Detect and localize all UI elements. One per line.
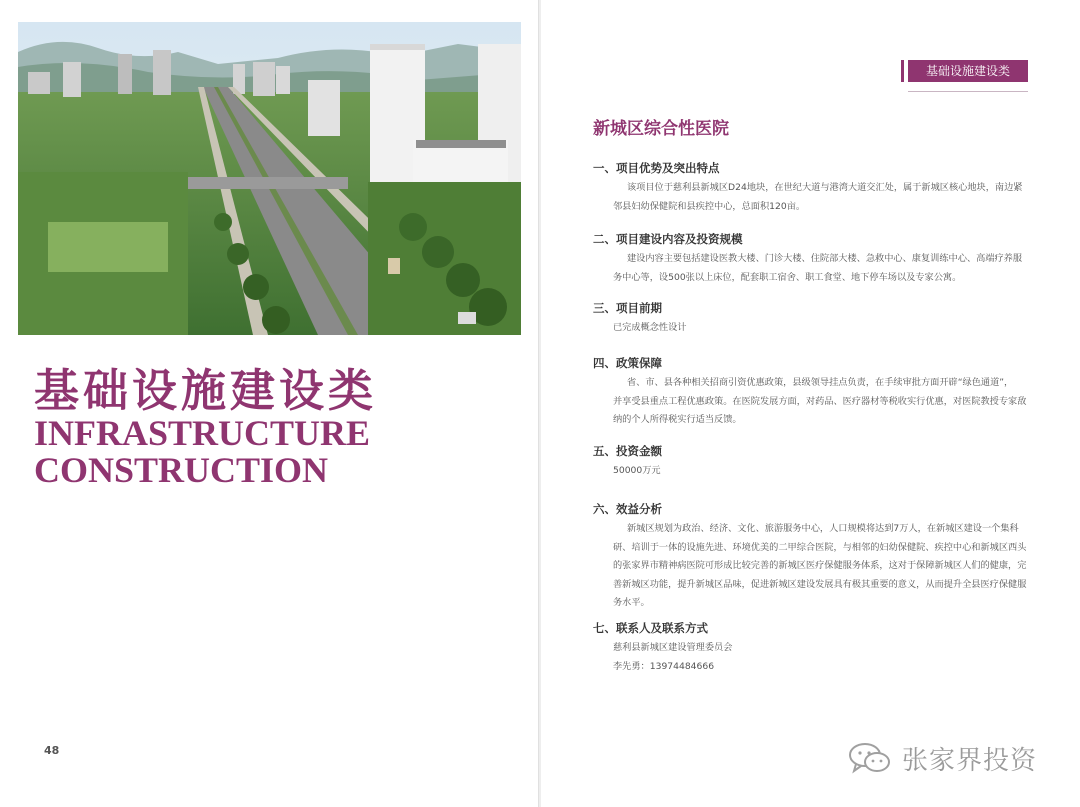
- category-divider: [908, 91, 1028, 92]
- section-title-english: [34, 415, 370, 489]
- section-body: [613, 639, 1029, 676]
- body-line: 建设内容主要包括建设医教大楼、门诊大楼、住院部大楼、急救中心、康复训练中心、高端疗养服: [627, 253, 1023, 264]
- wechat-watermark: [848, 738, 1037, 778]
- body-line: 省、市、县各种相关招商引资优惠政策，县级领导挂点负责，在手续审批方面开辟“绿色通道”，: [627, 377, 1014, 388]
- body-line: 新城区规划为政治、经济、文化、旅游服务中心，人口规模将达到7万人，在新城区建设一个集科: [627, 523, 1019, 534]
- city-boulevard-photo: [18, 22, 521, 335]
- body-line: 研、培训于一体的设施先进、环境优美的二甲综合医院，与相邻的妇幼保健院、疾控中心和新城区西头: [613, 541, 1027, 553]
- body-line: 李先勇：13974484666: [613, 660, 715, 672]
- body-line: 的张家界市精神病医院可形成比较完善的新城区医疗保健服务体系，这对于保障新城区人们的健康，完: [613, 560, 1027, 571]
- wechat-icon: [848, 741, 892, 775]
- body-line: 该项目位于慈利县新城区D24地块，在世纪大道与港湾大道交汇处，属于新城区核心地块，南边紧: [627, 182, 1023, 193]
- project-title: 新城区综合性医院: [593, 119, 729, 139]
- body-line: 善新城区功能，提升新城区品味，促进新城区建设发展具有极其重要的意义，从而提升全县医疗保健服: [613, 578, 1027, 590]
- section-body: [613, 520, 1029, 613]
- body-line: 纳的个人所得税实行适当反馈。: [613, 414, 742, 425]
- section-heading: 一、项目优势及突出特点: [593, 161, 720, 175]
- section-heading: 五、投资金额: [593, 444, 662, 458]
- body-line: 务水平。: [613, 597, 650, 608]
- section-heading: 六、效益分析: [593, 502, 662, 516]
- section-body: [613, 250, 1029, 287]
- section-body: [613, 319, 1029, 338]
- body-line: 50000万元: [613, 465, 661, 476]
- watermark-text: 张家界投资: [902, 745, 1038, 776]
- section-body: [613, 462, 1029, 481]
- section-heading: 七、联系人及联系方式: [593, 621, 708, 635]
- body-line: 慈利县新城区建设管理委员会: [613, 642, 733, 653]
- section-heading: 四、政策保障: [593, 356, 662, 370]
- right-page: [541, 0, 1080, 807]
- section-body: [613, 179, 1029, 216]
- body-line: 并享受县重点工程优惠政策。在医院发展方面，对药品、医疗器材等税收实行优惠，对医院教授专家敌: [613, 395, 1027, 407]
- section-heading: 二、项目建设内容及投资规模: [593, 232, 743, 246]
- body-line: 邻县妇幼保健院和县疾控中心，总面积120亩。: [613, 200, 806, 212]
- body-line: 已完成概念性设计: [613, 322, 687, 333]
- body-line: 务中心等，设500张以上床位，配套职工宿舍、职工食堂、地下停车场以及专家公寓。: [613, 271, 962, 283]
- category-tab: 基础设施建设类: [908, 60, 1028, 82]
- left-page: [0, 0, 539, 807]
- section-title-english-line-2: CONSTRUCTION: [34, 450, 329, 490]
- section-title-chinese: 基础设施建设类: [34, 364, 378, 417]
- section-body: [613, 374, 1029, 430]
- section-title-english-line-1: INFRASTRUCTURE: [34, 413, 371, 453]
- page-number: 48: [44, 744, 60, 757]
- section-heading: 三、项目前期: [593, 301, 662, 315]
